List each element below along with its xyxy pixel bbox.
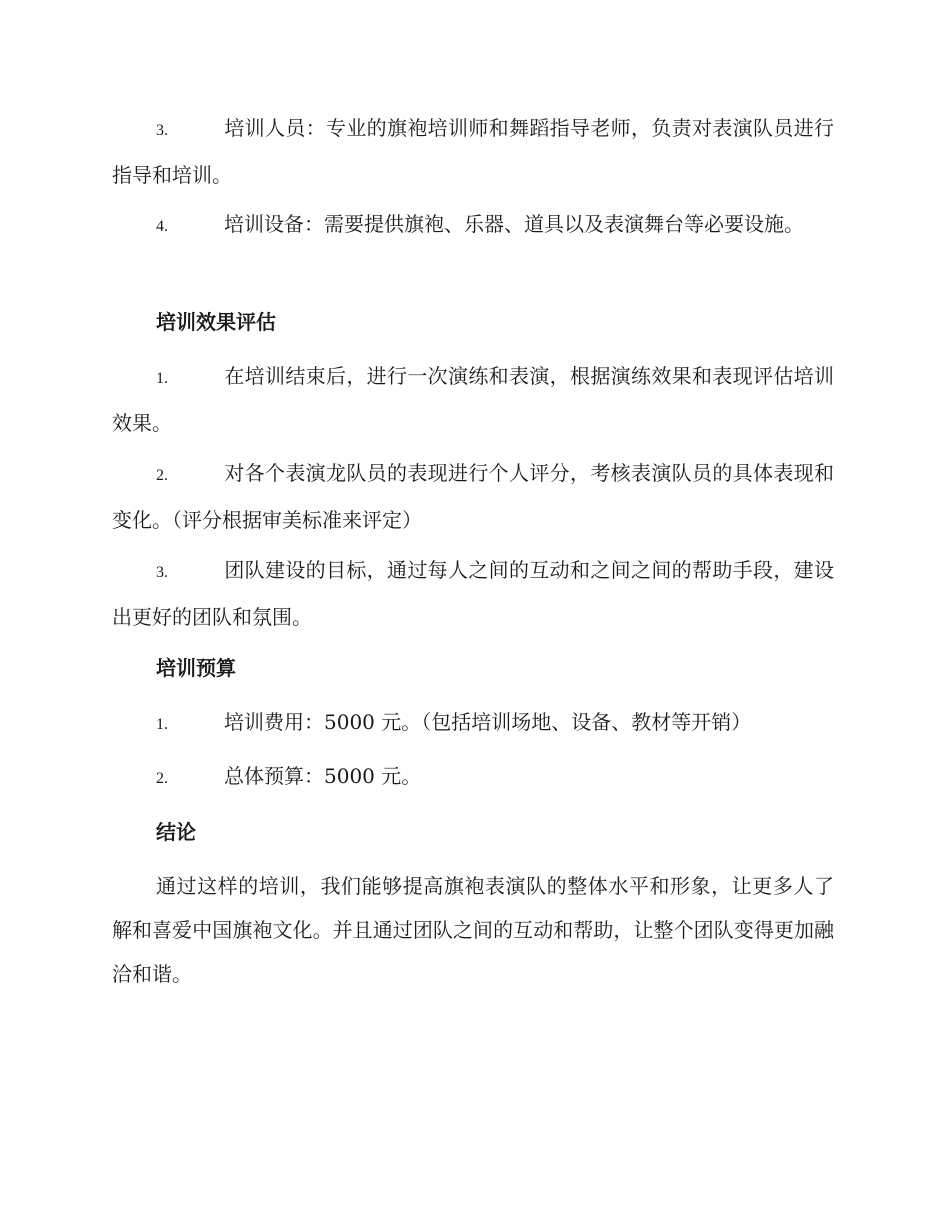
list-number: 2. <box>156 467 168 484</box>
list-text: 总体预算：5000 元。 <box>224 764 422 788</box>
list-number: 4. <box>156 218 168 235</box>
section-heading-evaluation: 培训效果评估 <box>156 310 276 334</box>
list-number: 2. <box>156 770 168 787</box>
section-heading-conclusion: 结论 <box>156 820 196 844</box>
list-text: 培训费用：5000 元。（包括培训场地、设备、教材等开销） <box>224 710 752 734</box>
list-text: 培训设备：需要提供旗袍、乐器、道具以及表演舞台等必要设施。 <box>224 212 804 236</box>
list-number: 3. <box>156 122 168 139</box>
list-item <box>112 754 834 801</box>
list-item <box>112 451 834 542</box>
section-heading-budget: 培训预算 <box>156 656 236 680</box>
list-item <box>112 354 834 445</box>
list-text: 对各个表演龙队员的表现进行个人评分，考核表演队员的具体表现和变化。（评分根据审美标准来评定） <box>112 461 834 532</box>
list-number: 3. <box>156 564 168 581</box>
list-text: 培训人员：专业的旗袍培训师和舞蹈指导老师，负责对表演队员进行指导和培训。 <box>112 116 834 187</box>
list-item <box>112 106 834 197</box>
list-item <box>112 700 834 747</box>
list-number: 1. <box>156 716 168 733</box>
list-text: 在培训结束后，进行一次演练和表演，根据演练效果和表现评估培训效果。 <box>112 364 834 435</box>
list-number: 1. <box>156 370 168 387</box>
list-text: 团队建设的目标，通过每人之间的互动和之间之间的帮助手段，建设出更好的团队和氛围。 <box>112 558 834 629</box>
list-item <box>112 202 834 249</box>
conclusion-paragraph: 通过这样的培训，我们能够提高旗袍表演队的整体水平和形象，让更多人了解和喜爱中国旗袍文化。并且通过团队之间的互动和帮助，让整个团队变得更加融洽和谐。 <box>112 874 834 986</box>
list-item <box>112 548 834 639</box>
